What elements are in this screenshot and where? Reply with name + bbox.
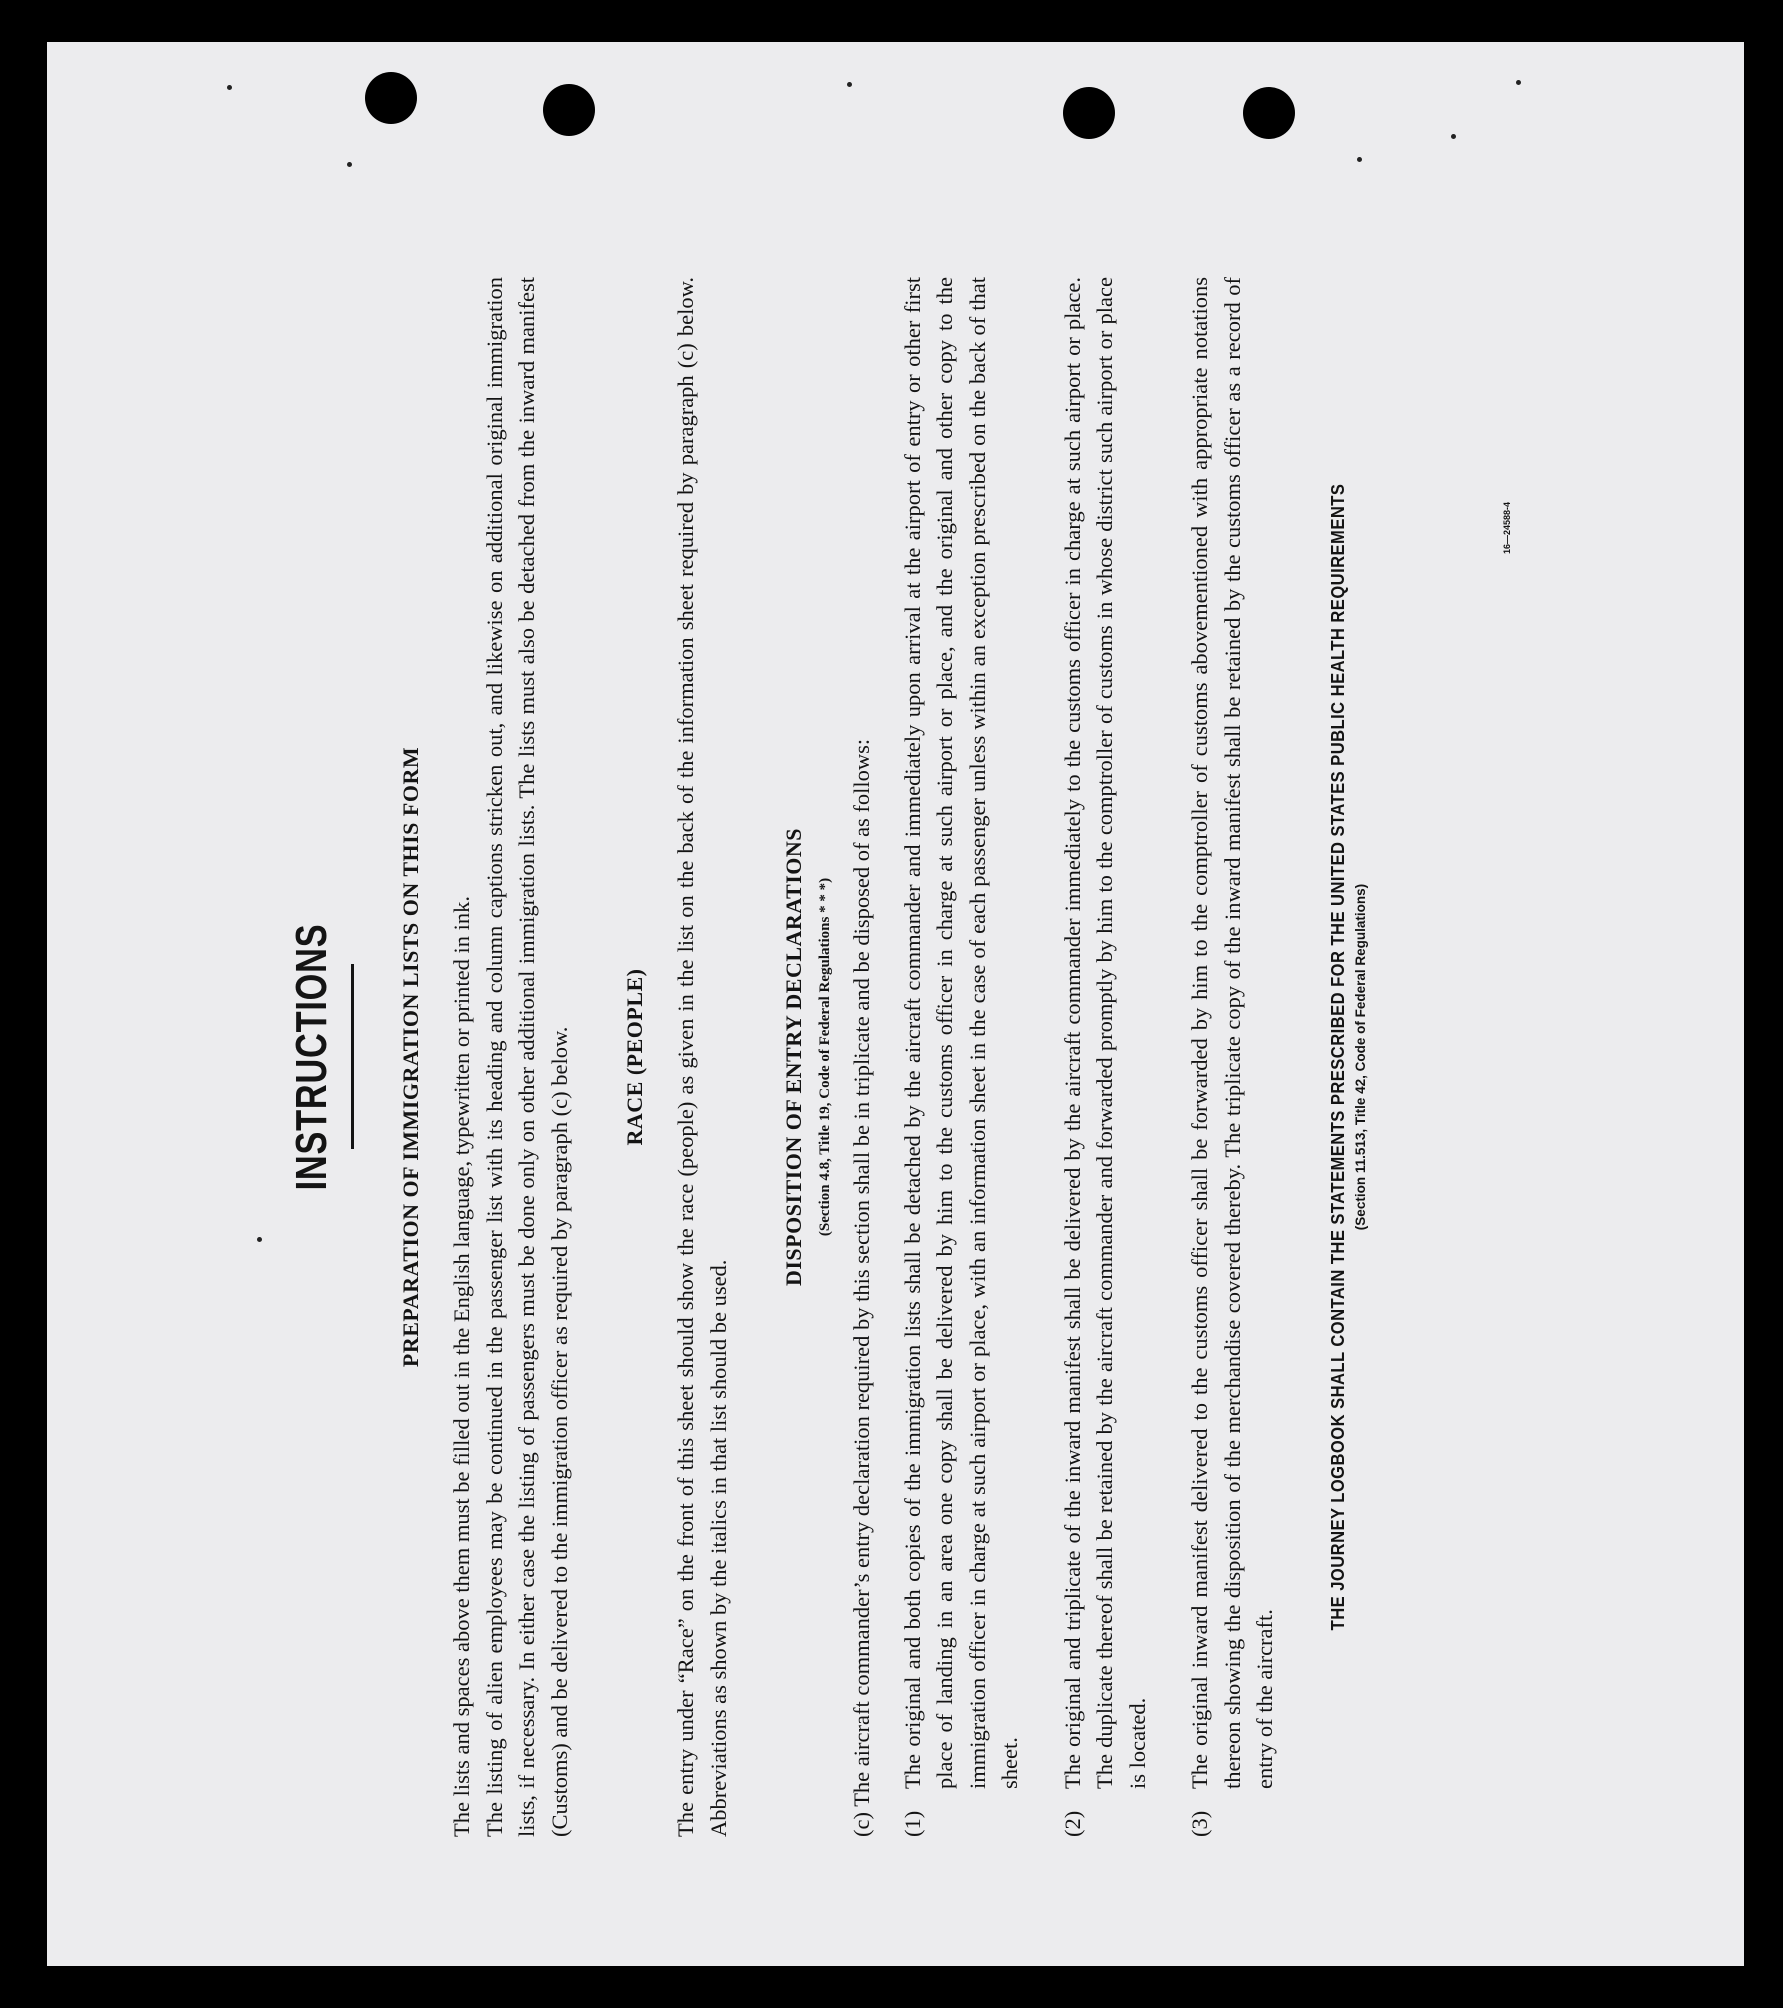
list-item-number: (1) [899,1810,925,1837]
speck [227,85,232,90]
document-page [47,42,1744,1966]
paragraph-alien-employees: The listing of alien employees may be continued in the passenger list with its heading and column captions stricken out, and likewise on additional original immigration lists, if necessary. In either case the listing of passengers must be done only on other additional immigration lists. The lists must also be detached from the inward manifest (Customs) and be delivered to the immigration officer as required by paragraph (c) below. [481,277,572,1837]
speck [257,1237,262,1242]
section-heading-disposition: DISPOSITION OF ENTRY DECLARATIONS [781,827,806,1287]
list-item-text: The original and both copies of the immigration lists shall be detached by the aircraft commander and immediately upon arrival at the airport of entry or other first place of landing in an area one copy shall be delivered by him to the customs officer in charge at such airport or place, and the original and other copy to the immigration officer in charge at such airport or place, with an information sheet in the case of each passenger unless within an exception prescribed on the back of that sheet. [899,277,1022,1789]
page-title: INSTRUCTIONS [287,923,336,1191]
list-item-number: (3) [1187,1810,1212,1837]
footer-heading: THE JOURNEY LOGBOOK SHALL CONTAIN THE STATEMENTS PRESCRIBED FOR THE UNITED STATES PUBLIC HEALTH REQUIREMENTS [1327,483,1348,1631]
form-code: 16—24588-4 [1502,501,1512,554]
paragraph-lists: The lists and spaces above them must be filled out in the English language, typewritten or printed in ink. [449,895,474,1837]
speck [847,82,852,87]
footer-citation: (Section 11.513, Title 42, Code of Federal Regulations) [1352,883,1368,1231]
list-item-text: The original and triplicate of the inward manifest shall be delivered by the aircraft commander immediately to the customs officer in charge at such airport or place. The duplicate thereof shall be retained by the aircraft commander and forwarded promptly by him to the comptroller of customs in whose district such airport or place is located. [1059,277,1150,1789]
punch-hole [1243,87,1295,139]
list-item [1057,277,1155,1837]
punch-hole [365,72,417,124]
paragraph-commander-declaration: (c) The aircraft commander’s entry declaration required by this section shall be in triplicate and be disposed of as follows: [849,738,874,1837]
rotated-content [287,277,1467,1837]
section-heading-race: RACE (PEOPLE) [622,968,647,1146]
spacer [879,277,897,1837]
spacer [576,277,622,1837]
punch-hole [543,84,595,136]
speck [1357,157,1362,162]
list-item-number: (2) [1059,1810,1085,1837]
list-item [897,277,1027,1837]
section-citation: (Section 4.8, Title 19, Code of Federal Regulations * * *) [817,877,833,1237]
paragraph-race: The entry under “Race” on the front of this sheet should show the race (people) as given in the list on the back of the information sheet required by paragraph (c) below. Abbreviations as shown by the italics in that list should be used. [673,277,731,1837]
speck [1516,80,1521,85]
list-item-text: The original inward manifest delivered to the customs officer shall be forwarded by him to the comptroller of customs abovementioned with appropriate notations thereon showing the disposition of the merchandise covered thereby. The triplicate copy of the inward manifest shall be retained by the customs officer as a record of entry of the aircraft. [1187,277,1277,1789]
list-item [1184,277,1282,1837]
speck [347,162,352,167]
section-heading-preparation: PREPARATION OF IMMIGRATION LISTS ON THIS FORM [398,746,423,1368]
spacer [735,277,781,1837]
punch-hole [1063,87,1115,139]
title-rule [351,965,354,1150]
speck [1451,134,1456,139]
